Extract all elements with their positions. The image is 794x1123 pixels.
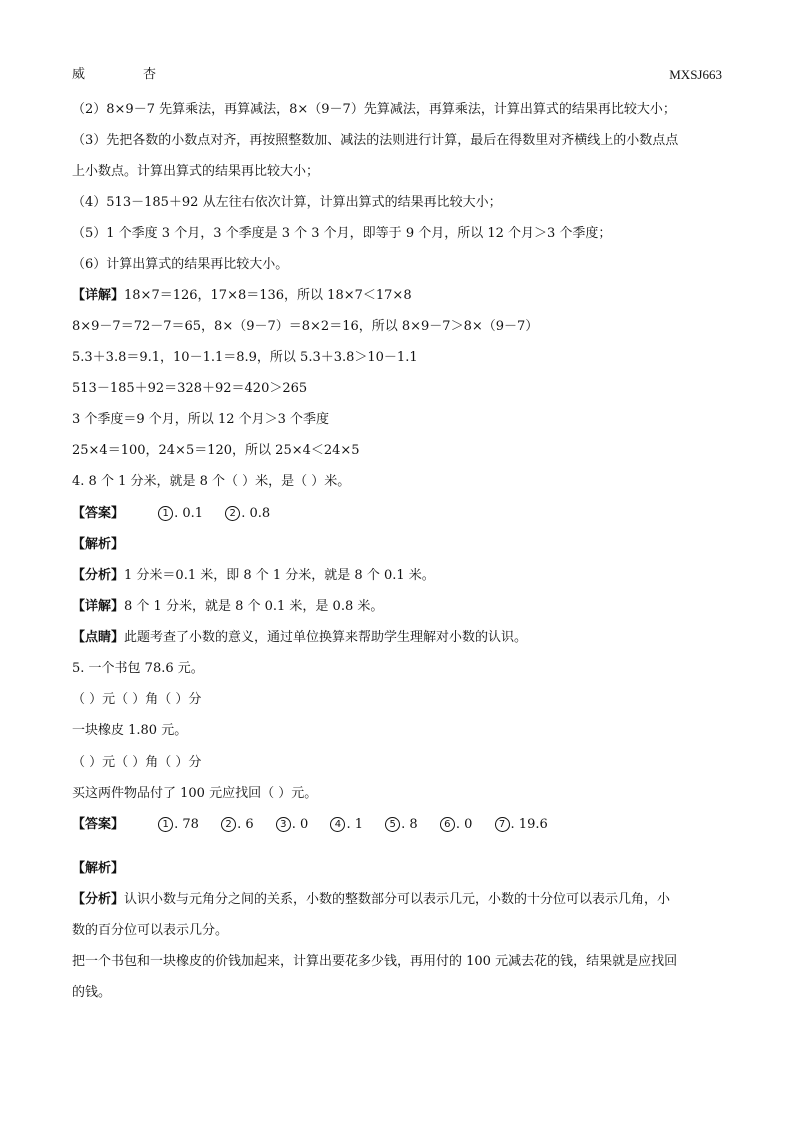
detail-line-1 [72, 287, 724, 305]
q5-fenxi-b: 数的百分位可以表示几分。 [72, 923, 229, 938]
q5-answer-6 [440, 816, 473, 834]
circled-number: 4 [330, 817, 345, 832]
solution-line-2: （2）8×9－7 先算乘法，再算减法，8×（9－7）先算减法，再算乘法，计算出算式的结果再比较大小； [72, 102, 676, 117]
answer-value: . 0 [291, 817, 309, 832]
q5-fenxi-a [72, 891, 724, 909]
q5-answer-3 [276, 816, 309, 834]
circled-number: 1 [158, 817, 173, 832]
q5-para-2a: 把一个书包和一块橡皮的价钱加起来，计算出要花多少钱，再用付的 100 元减去花的钱，结果就是应找回 [72, 954, 678, 969]
q4-analysis-label: 【解析】 [72, 537, 125, 552]
circled-number: 2 [221, 817, 236, 832]
q4-answer-row [72, 505, 724, 523]
answer-value: . 0.1 [174, 506, 204, 521]
answer-value: . 6 [237, 817, 254, 832]
q5-analysis-label: 【解析】 [72, 861, 125, 876]
answer-label: 【答案】 [72, 506, 125, 521]
q5-answer-2 [221, 816, 254, 834]
q4-dianjing [72, 629, 724, 647]
xiangjie-text: 8 个 1 分米，就是 8 个 0.1 米，是 0.8 米。 [124, 599, 384, 614]
q5-answer-7 [495, 816, 548, 834]
solution-line-3a: （3）先把各数的小数点对齐，再按照整数加、减法的法则进行计算，最后在得数里对齐横线上的小数点点 [72, 133, 679, 148]
q5-blank-line-1: （ ）元（ ）角（ ）分 [72, 692, 202, 707]
q5-answer-4 [330, 816, 363, 834]
detail-text-1: 18×7＝126，17×8＝136，所以 18×7＜17×8 [124, 288, 412, 303]
detail-line-5: 3 个季度＝9 个月，所以 12 个月＞3 个季度 [72, 412, 330, 427]
q4-fenxi [72, 567, 724, 585]
q5-blank-line-2: （ ）元（ ）角（ ）分 [72, 755, 202, 770]
q5-answer-5 [385, 816, 418, 834]
solution-line-5: （5）1 个季度 3 个月，3 个季度是 3 个 3 个月，即等于 9 个月，所以 12 个月＞3 个季度； [72, 226, 612, 241]
q5-answer-row [72, 816, 724, 834]
detail-line-4: 513－185＋92＝328＋92＝420＞265 [72, 381, 308, 396]
circled-number: 2 [225, 506, 240, 521]
solution-line-4: （4）513－185＋92 从左往右依次计算，计算出算式的结果再比较大小； [72, 195, 502, 210]
fenxi-text: 1 分米＝0.1 米，即 8 个 1 分米，就是 8 个 0.1 米。 [124, 568, 435, 583]
q5-answer-1 [158, 816, 199, 834]
dianjing-tag: 【点睛】 [72, 630, 125, 645]
page-header-code: MXSJ663 [669, 67, 722, 82]
header-char-1: 威 [72, 67, 86, 82]
answer-value: . 1 [346, 817, 364, 832]
answer-label: 【答案】 [72, 817, 125, 832]
q5-line-2: 一块橡皮 1.80 元。 [72, 723, 188, 738]
circled-number: 3 [276, 817, 291, 832]
circled-number: 1 [158, 506, 173, 521]
circled-number: 7 [495, 817, 510, 832]
q5-question: 5. 一个书包 78.6 元。 [72, 661, 204, 676]
detail-line-2: 8×9－7＝72－7＝65，8×（9－7）＝8×2＝16，所以 8×9－7＞8×（9－7） [72, 319, 539, 334]
q4-answer-1 [158, 505, 203, 523]
circled-number: 6 [440, 817, 455, 832]
answer-value: . 0 [455, 817, 473, 832]
fenxi-text: 认识小数与元角分之间的关系，小数的整数部分可以表示几元，小数的十分位可以表示几角，小 [124, 892, 671, 907]
fenxi-tag: 【分析】 [72, 892, 125, 907]
fenxi-tag: 【分析】 [72, 568, 125, 583]
header-char-2: 杏 [143, 67, 157, 82]
detail-tag: 【详解】 [72, 288, 125, 303]
circled-number: 5 [385, 817, 400, 832]
xiangjie-tag: 【详解】 [72, 599, 125, 614]
answer-value: . 8 [401, 817, 418, 832]
solution-line-3b: 上小数点。计算出算式的结果再比较大小； [72, 164, 320, 179]
detail-line-3: 5.3＋3.8＝9.1，10－1.1＝8.9，所以 5.3＋3.8＞10－1.1 [72, 350, 418, 365]
answer-value: . 0.8 [241, 506, 271, 521]
dianjing-text: 此题考查了小数的意义，通过单位换算来帮助学生理解对小数的认识。 [124, 630, 528, 645]
q4-answer-2 [225, 505, 270, 523]
solution-line-6: （6）计算出算式的结果再比较大小。 [72, 257, 289, 272]
answer-value: . 78 [174, 817, 199, 832]
q5-line-3: 买这两件物品付了 100 元应找回（ ）元。 [72, 786, 318, 801]
q4-xiangjie [72, 598, 724, 616]
answer-value: . 19.6 [510, 817, 548, 832]
q5-para-2b: 的钱。 [72, 985, 112, 1000]
q4-question: 4. 8 个 1 分米，就是 8 个（ ）米，是（ ）米。 [72, 474, 351, 489]
detail-line-6: 25×4＝100，24×5＝120，所以 25×4＜24×5 [72, 443, 360, 458]
page-header-left [72, 66, 156, 84]
